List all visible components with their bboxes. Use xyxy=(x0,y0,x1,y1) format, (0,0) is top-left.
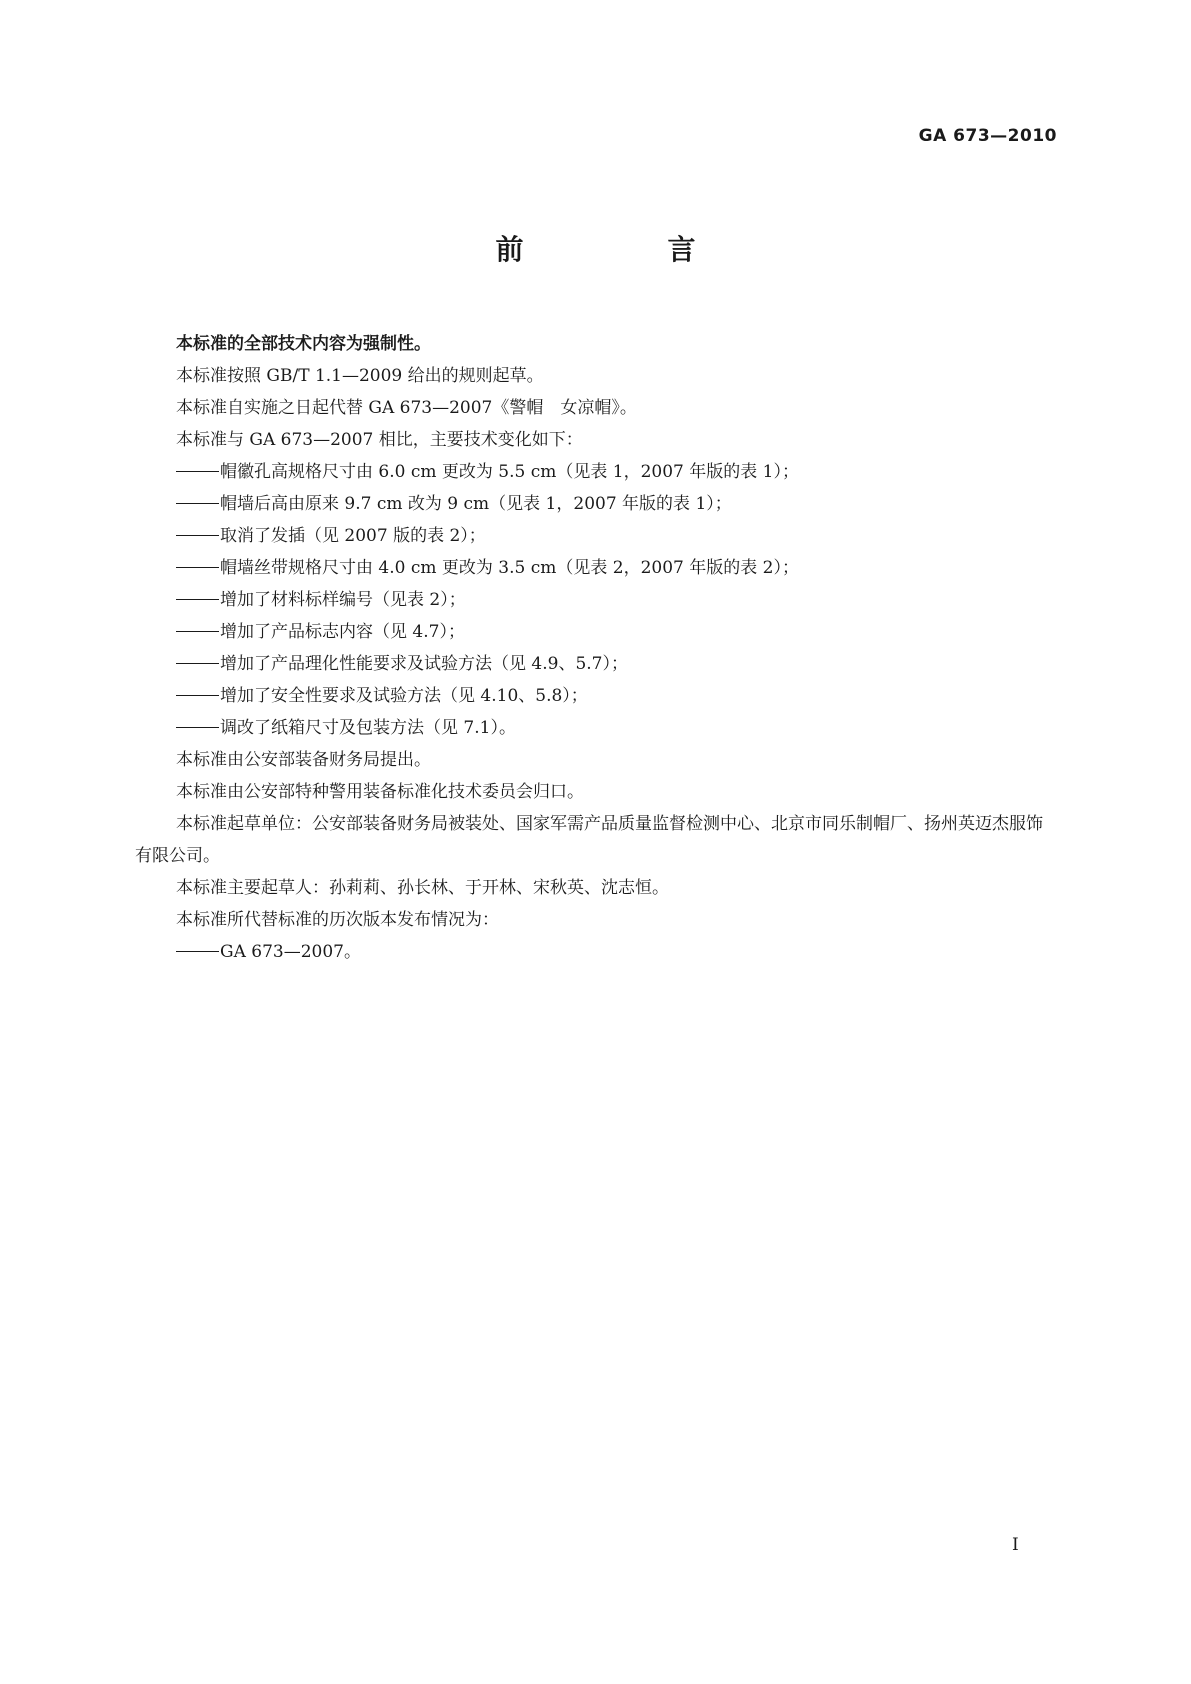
list-item xyxy=(135,520,1055,552)
history-intro-paragraph: 本标准所代替标准的历次版本发布情况为： xyxy=(176,910,499,930)
list-item-text: 帽墙丝带规格尺寸由 4.0 cm 更改为 3.5 cm（见表 2，2007 年版的表 2）； xyxy=(220,558,799,578)
list-item-text: 增加了产品标志内容（见 4.7）； xyxy=(220,622,465,642)
list-item-text: 帽墙后高由原来 9.7 cm 改为 9 cm（见表 1，2007 年版的表 1）； xyxy=(220,494,732,514)
list-item-text: 取消了发插（见 2007 版的表 2）； xyxy=(220,526,486,546)
list-item-text: GA 673—2007。 xyxy=(220,942,361,962)
standard-code: GA 673—2010 xyxy=(918,126,1057,146)
proposer-paragraph: 本标准由公安部装备财务局提出。 xyxy=(176,750,431,770)
dash-marker xyxy=(176,503,219,504)
dash-marker xyxy=(176,951,219,952)
list-item-text: 帽徽孔高规格尺寸由 6.0 cm 更改为 5.5 cm（见表 1，2007 年版的表 1）； xyxy=(220,462,799,482)
committee-paragraph: 本标准由公安部特种警用装备标准化技术委员会归口。 xyxy=(176,782,584,802)
list-item-text: 增加了材料标样编号（见表 2）； xyxy=(220,590,466,610)
changes-intro-paragraph: 本标准与 GA 673—2007 相比，主要技术变化如下： xyxy=(176,430,583,450)
list-item xyxy=(135,456,1055,488)
document-body xyxy=(135,328,1055,968)
list-item-text: 增加了产品理化性能要求及试验方法（见 4.9、5.7）； xyxy=(220,654,628,674)
mandatory-statement: 本标准的全部技术内容为强制性。 xyxy=(176,334,431,354)
dash-marker xyxy=(176,471,219,472)
dash-marker xyxy=(176,535,219,536)
page-number: I xyxy=(1012,1535,1019,1555)
list-item xyxy=(135,616,1055,648)
section-title: 前 言 xyxy=(495,233,754,266)
dash-marker xyxy=(176,631,219,632)
list-item xyxy=(135,584,1055,616)
list-item xyxy=(135,552,1055,584)
list-item xyxy=(135,648,1055,680)
list-item-text: 调改了纸箱尺寸及包装方法（见 7.1）。 xyxy=(220,718,516,738)
list-item xyxy=(135,488,1055,520)
list-item-text: 增加了安全性要求及试验方法（见 4.10、5.8）； xyxy=(220,686,588,706)
list-item xyxy=(135,712,1055,744)
dash-marker xyxy=(176,727,219,728)
dash-marker xyxy=(176,567,219,568)
drafters-paragraph: 本标准主要起草人：孙莉莉、孙长林、于开林、宋秋英、沈志恒。 xyxy=(176,878,669,898)
dash-marker xyxy=(176,663,219,664)
dash-marker xyxy=(176,695,219,696)
list-item xyxy=(135,680,1055,712)
list-item xyxy=(135,936,1055,968)
replacement-paragraph: 本标准自实施之日起代替 GA 673—2007《警帽 女凉帽》。 xyxy=(176,398,637,418)
dash-marker xyxy=(176,599,219,600)
drafting-units-paragraph: 本标准起草单位：公安部装备财务局被装处、国家军需产品质量监督检测中心、北京市同乐制帽厂、扬州英迈杰服饰有限公司。 xyxy=(135,814,1043,866)
drafting-rule-paragraph: 本标准按照 GB/T 1.1—2009 给出的规则起草。 xyxy=(176,366,544,386)
